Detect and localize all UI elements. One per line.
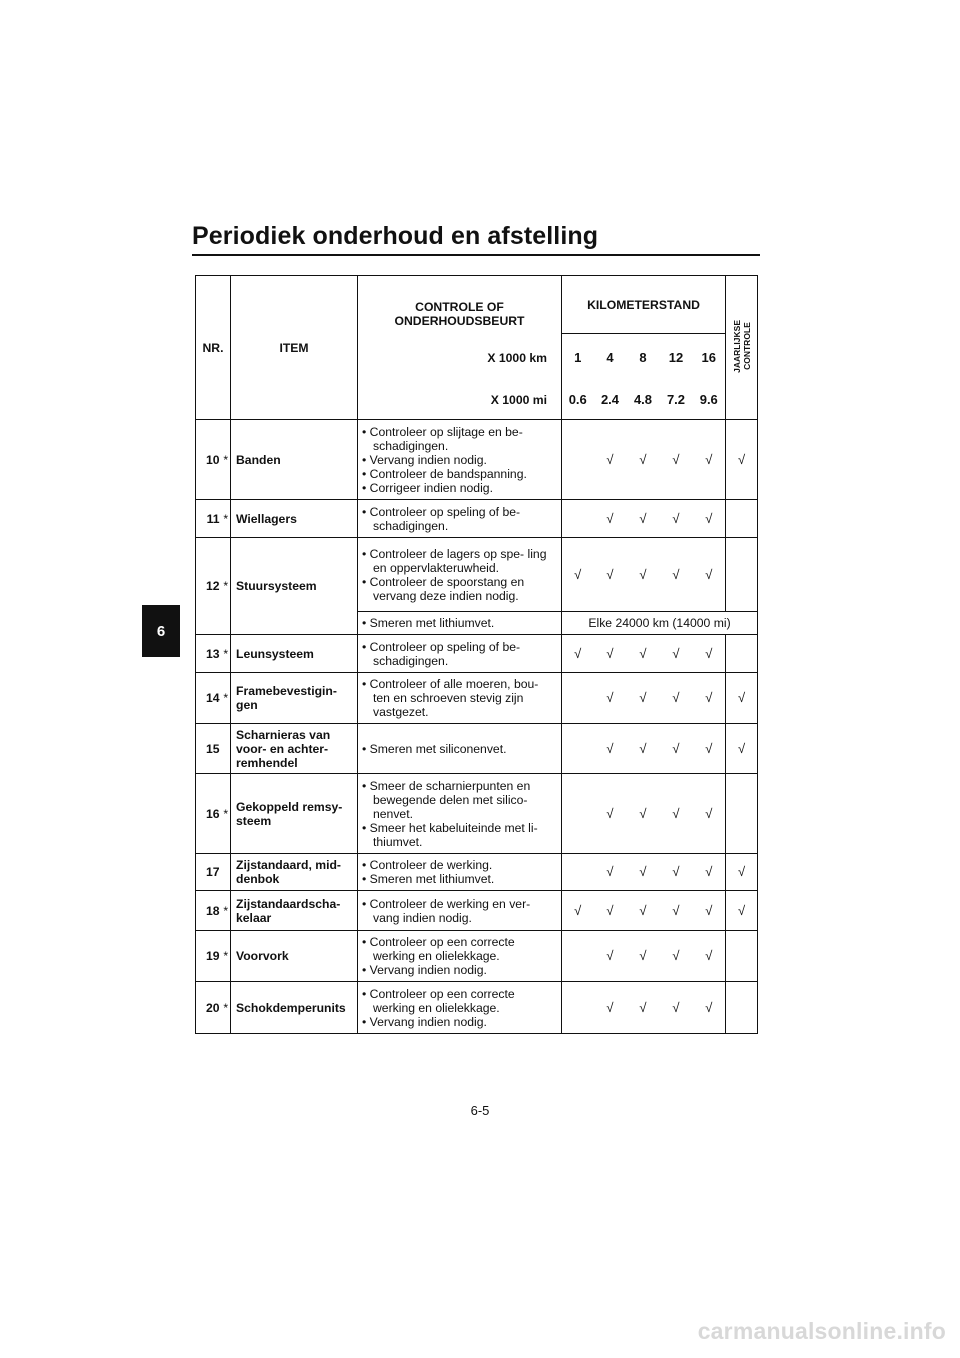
check-mark: √ <box>660 724 693 774</box>
row-item: Zijstandaardscha- kelaar <box>231 891 358 931</box>
row-description <box>358 673 562 724</box>
interval-note: Elke 24000 km (14000 mi) <box>562 612 758 635</box>
page-title: Periodiek onderhoud en afstelling <box>192 222 599 250</box>
check-mark: √ <box>660 420 693 500</box>
check-mark <box>562 854 594 891</box>
check-mark: √ <box>660 635 693 673</box>
table-row <box>196 854 758 891</box>
row-description <box>358 891 562 931</box>
annual-check-mark <box>726 538 758 612</box>
description-list <box>362 987 557 1029</box>
row-star <box>222 724 231 774</box>
annual-check-mark <box>726 774 758 854</box>
mi-value: 2.4 <box>594 382 627 420</box>
annual-check-mark <box>726 931 758 982</box>
row-item: Leunsysteem <box>231 635 358 673</box>
mi-value: 0.6 <box>562 382 594 420</box>
row-description <box>358 982 562 1034</box>
check-mark: √ <box>660 774 693 854</box>
check-mark: √ <box>627 891 660 931</box>
check-mark: √ <box>627 982 660 1034</box>
check-mark: √ <box>660 500 693 538</box>
km-value: 4 <box>594 334 627 382</box>
row-star: * <box>222 982 231 1034</box>
check-mark: √ <box>594 891 627 931</box>
description-item: • Smeer het kabeluiteinde met li- thiumvet. <box>362 820 538 849</box>
page-number: 6-5 <box>470 1103 490 1118</box>
check-mark: √ <box>693 774 726 854</box>
check-mark: √ <box>594 420 627 500</box>
description-item: • Controleer de werking en ver- vang indien nodig. <box>362 896 531 925</box>
row-number: 14 <box>196 673 222 724</box>
table-row <box>196 931 758 982</box>
annual-check-mark: √ <box>726 854 758 891</box>
row-star: * <box>222 673 231 724</box>
description-list <box>362 425 557 495</box>
row-item: Scharnieras van voor- en achter- remhendel <box>231 724 358 774</box>
header-annual <box>726 276 758 420</box>
footer-watermark: carmanualsonline.info <box>697 1318 946 1344</box>
title-rule <box>192 254 760 256</box>
row-number: 11 <box>196 500 222 538</box>
check-mark: √ <box>693 673 726 724</box>
description-item: • Controleer de bandspanning. <box>362 466 527 481</box>
check-mark <box>562 420 594 500</box>
check-mark: √ <box>693 635 726 673</box>
check-mark: √ <box>660 854 693 891</box>
table-row <box>196 420 758 500</box>
header-nr: NR. <box>196 276 231 420</box>
row-item: Wiellagers <box>231 500 358 538</box>
row-description <box>358 724 562 774</box>
check-mark: √ <box>594 673 627 724</box>
description-item: • Controleer op een correcte werking en olielekkage. <box>362 986 515 1015</box>
table-body <box>196 420 758 1034</box>
row-number: 19 <box>196 931 222 982</box>
row-number: 12 <box>196 538 222 635</box>
table-row <box>196 891 758 931</box>
check-mark: √ <box>660 891 693 931</box>
check-mark: √ <box>693 931 726 982</box>
header-odometer: KILOMETERSTAND <box>562 276 726 334</box>
description-list <box>362 640 557 668</box>
description-item: • Vervang indien nodig. <box>362 1014 487 1029</box>
check-mark: √ <box>627 931 660 982</box>
description-item: • Vervang indien nodig. <box>362 963 487 977</box>
chapter-tab: 6 <box>142 605 180 657</box>
km-value: 12 <box>660 334 693 382</box>
description-item: • Controleer op speling of be- schadigingen. <box>362 504 521 533</box>
check-mark: √ <box>594 635 627 673</box>
annual-check-mark <box>726 982 758 1034</box>
table-row <box>196 500 758 538</box>
annual-check-mark: √ <box>726 420 758 500</box>
description-item: • Controleer de spoorstang en vervang deze indien nodig. <box>362 574 525 603</box>
annual-check-mark <box>726 500 758 538</box>
maintenance-table <box>195 275 758 1034</box>
table-row <box>196 774 758 854</box>
header-annual-text: JAARLIJKSE CONTROLE <box>731 319 752 373</box>
check-mark: √ <box>693 891 726 931</box>
check-mark: √ <box>594 774 627 854</box>
description-item: • Smeren met siliconenvet. <box>362 741 507 756</box>
check-mark: √ <box>594 538 627 612</box>
description-list <box>362 897 557 925</box>
check-mark: √ <box>693 724 726 774</box>
table-row <box>196 538 758 612</box>
check-mark <box>562 774 594 854</box>
header-check <box>358 276 562 334</box>
row-star: * <box>222 420 231 500</box>
check-mark: √ <box>594 982 627 1034</box>
mi-value: 4.8 <box>627 382 660 420</box>
row-number: 16 <box>196 774 222 854</box>
description-item: • Controleer op een correcte werking en olielekkage. <box>362 935 515 963</box>
header-km-label: X 1000 km <box>358 334 562 382</box>
header-item: ITEM <box>231 276 358 420</box>
row-number: 18 <box>196 891 222 931</box>
row-item: Gekoppeld remsy- steem <box>231 774 358 854</box>
header-mi-label: X 1000 mi <box>358 382 562 420</box>
check-mark: √ <box>562 891 594 931</box>
annual-check-mark <box>726 635 758 673</box>
check-mark <box>562 673 594 724</box>
check-mark: √ <box>594 724 627 774</box>
annual-check-mark: √ <box>726 673 758 724</box>
row-star: * <box>222 931 231 982</box>
description-list <box>362 677 557 719</box>
row-item: Zijstandaard, mid- denbok <box>231 854 358 891</box>
row-star: * <box>222 635 231 673</box>
row-star: * <box>222 538 231 635</box>
check-mark: √ <box>594 854 627 891</box>
check-mark: √ <box>594 931 627 982</box>
description-item: • Controleer de werking. <box>362 858 493 872</box>
row-description <box>358 500 562 538</box>
km-value: 1 <box>562 334 594 382</box>
description-item: • Smeren met lithiumvet. <box>362 872 495 886</box>
row-item: Schokdemperunits <box>231 982 358 1034</box>
description-item: • Corrigeer indien nodig. <box>362 480 493 495</box>
check-mark: √ <box>627 500 660 538</box>
row-number: 17 <box>196 854 222 891</box>
description-list <box>362 858 557 886</box>
description-list <box>362 616 557 630</box>
row-number: 10 <box>196 420 222 500</box>
header-check-line1: CONTROLE OF <box>415 299 504 314</box>
check-mark: √ <box>627 420 660 500</box>
row-number: 13 <box>196 635 222 673</box>
description-list <box>362 547 557 603</box>
row-star: * <box>222 774 231 854</box>
check-mark: √ <box>660 982 693 1034</box>
km-value: 16 <box>693 334 726 382</box>
description-item: • Smeer de scharnierpunten en bewegende delen met silico- nenvet. <box>362 778 531 821</box>
table-row <box>196 982 758 1034</box>
row-item: Framebevestigin- gen <box>231 673 358 724</box>
row-description <box>358 538 562 612</box>
table-row <box>196 724 758 774</box>
description-item: • Controleer de lagers op spe- ling en oppervlakteruwheid. <box>362 546 547 575</box>
check-mark: √ <box>594 500 627 538</box>
row-item: Stuursysteem <box>231 538 358 635</box>
row-star <box>222 854 231 891</box>
description-list <box>362 935 557 977</box>
check-mark: √ <box>660 673 693 724</box>
row-description <box>358 420 562 500</box>
check-mark <box>562 724 594 774</box>
row-number: 20 <box>196 982 222 1034</box>
check-mark: √ <box>627 854 660 891</box>
row-item: Banden <box>231 420 358 500</box>
description-list <box>362 779 557 849</box>
row-item: Voorvork <box>231 931 358 982</box>
description-item: • Smeren met lithiumvet. <box>362 616 495 630</box>
check-mark <box>562 500 594 538</box>
check-mark: √ <box>693 500 726 538</box>
check-mark: √ <box>562 635 594 673</box>
row-description <box>358 635 562 673</box>
check-mark: √ <box>627 774 660 854</box>
check-mark: √ <box>562 538 594 612</box>
description-item: • Controleer op speling of be- schadigingen. <box>362 639 521 668</box>
check-mark: √ <box>693 420 726 500</box>
annual-check-mark: √ <box>726 891 758 931</box>
check-mark: √ <box>627 673 660 724</box>
row-description <box>358 612 562 635</box>
row-star: * <box>222 500 231 538</box>
description-item: • Controleer of alle moeren, bou- ten en schroeven stevig zijn vastgezet. <box>362 677 539 719</box>
check-mark: √ <box>660 931 693 982</box>
description-list <box>362 742 557 756</box>
check-mark: √ <box>693 538 726 612</box>
description-item: • Vervang indien nodig. <box>362 452 487 467</box>
row-star: * <box>222 891 231 931</box>
check-mark: √ <box>627 635 660 673</box>
km-value: 8 <box>627 334 660 382</box>
check-mark: √ <box>693 854 726 891</box>
row-description <box>358 774 562 854</box>
check-mark <box>562 982 594 1034</box>
row-description <box>358 854 562 891</box>
check-mark <box>562 931 594 982</box>
row-number: 15 <box>196 724 222 774</box>
check-mark: √ <box>660 538 693 612</box>
description-item: • Controleer op slijtage en be- schadigingen. <box>362 424 523 453</box>
mi-value: 9.6 <box>693 382 726 420</box>
row-description <box>358 931 562 982</box>
table-row <box>196 635 758 673</box>
table-row <box>196 673 758 724</box>
header-check-line2: ONDERHOUDSBEURT <box>394 313 525 328</box>
check-mark: √ <box>627 724 660 774</box>
check-mark: √ <box>693 982 726 1034</box>
description-list <box>362 505 557 533</box>
mi-value: 7.2 <box>660 382 693 420</box>
check-mark: √ <box>627 538 660 612</box>
annual-check-mark: √ <box>726 724 758 774</box>
